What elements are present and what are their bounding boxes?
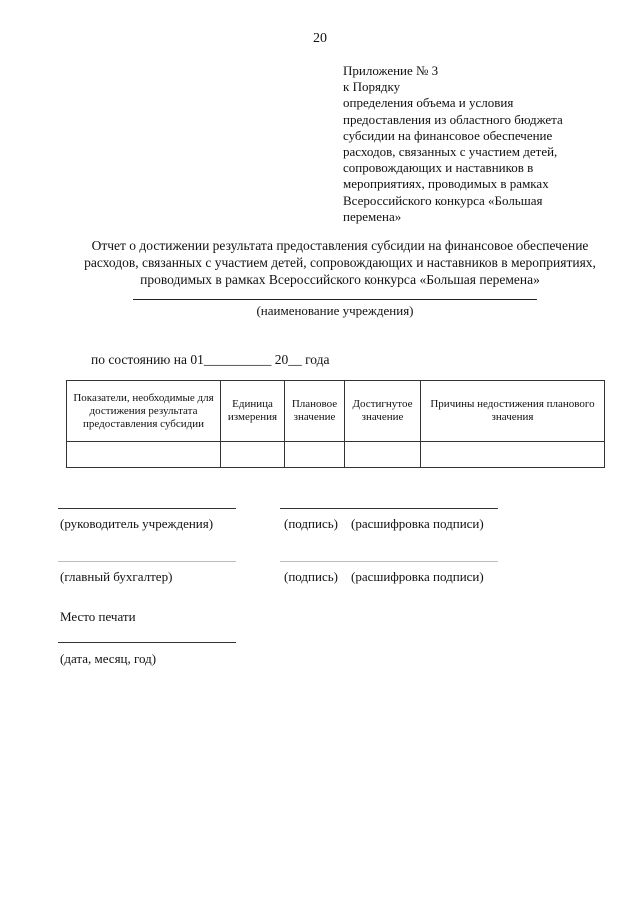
report-title (40, 237, 640, 288)
page-number: 20 (313, 31, 327, 46)
seal-place-label: Место печати (60, 609, 136, 624)
table-header-row (67, 381, 605, 442)
title-line: Отчет о достижении результата предоставления субсидии на финансовое обеспечение (91, 238, 589, 253)
table-cell (67, 442, 221, 468)
appendix-line: расходов, связанных с участием детей, (343, 144, 558, 160)
appendix-line: предоставления из областного бюджета (343, 111, 563, 127)
title-line: проводимых в рамках Всероссийского конкурса «Большая перемена» (140, 272, 540, 287)
head-caption: (руководитель учреждения) (60, 516, 214, 531)
appendix-line: Приложение № 3 (343, 63, 439, 78)
accountant-signature-line (58, 561, 236, 562)
table-cell (285, 442, 345, 468)
header-planned: Плановое значение (285, 381, 345, 442)
table-cell (421, 442, 605, 468)
as-of-date: по состоянию на 01__________ 20__ года (91, 352, 330, 367)
date-line (58, 642, 236, 643)
title-line: расходов, связанных с участием детей, сопровождающих и наставников в мероприятиях, (84, 255, 596, 270)
institution-caption: (наименование учреждения) (256, 303, 414, 318)
report-table (66, 380, 605, 468)
appendix-line: Всероссийского конкурса «Большая (343, 192, 543, 208)
header-indicators: Показатели, необходимые для достижения результата предоставления субсидии (67, 381, 221, 442)
header-reasons: Причины недостижения планового значения (421, 381, 605, 442)
appendix-line: субсидии на финансовое обеспечение (343, 127, 553, 143)
header-achieved: Достигнутое значение (345, 381, 421, 442)
header-unit: Единица измерения (221, 381, 285, 442)
accountant-decode-caption: (расшифровка подписи) (351, 569, 484, 584)
accountant-sign-caption: (подпись) (284, 569, 338, 584)
appendix-line: к Порядку (343, 79, 401, 95)
head-decode-caption: (расшифровка подписи) (351, 516, 484, 531)
appendix-header (343, 63, 623, 225)
head-signature-line-right (280, 508, 498, 509)
accountant-signature-line-right (280, 561, 498, 562)
appendix-line: мероприятиях, проводимых в рамках (343, 176, 549, 192)
table-cell (345, 442, 421, 468)
accountant-caption: (главный бухгалтер) (60, 569, 173, 584)
head-signature-line (58, 508, 236, 509)
appendix-line: сопровождающих и наставников в (343, 160, 534, 176)
date-caption: (дата, месяц, год) (60, 651, 157, 666)
head-sign-caption: (подпись) (284, 516, 338, 531)
table-row (67, 442, 605, 468)
appendix-line: определения объема и условия (343, 95, 514, 111)
institution-name-line (133, 299, 537, 300)
appendix-line: перемена» (343, 208, 402, 224)
table-cell (221, 442, 285, 468)
